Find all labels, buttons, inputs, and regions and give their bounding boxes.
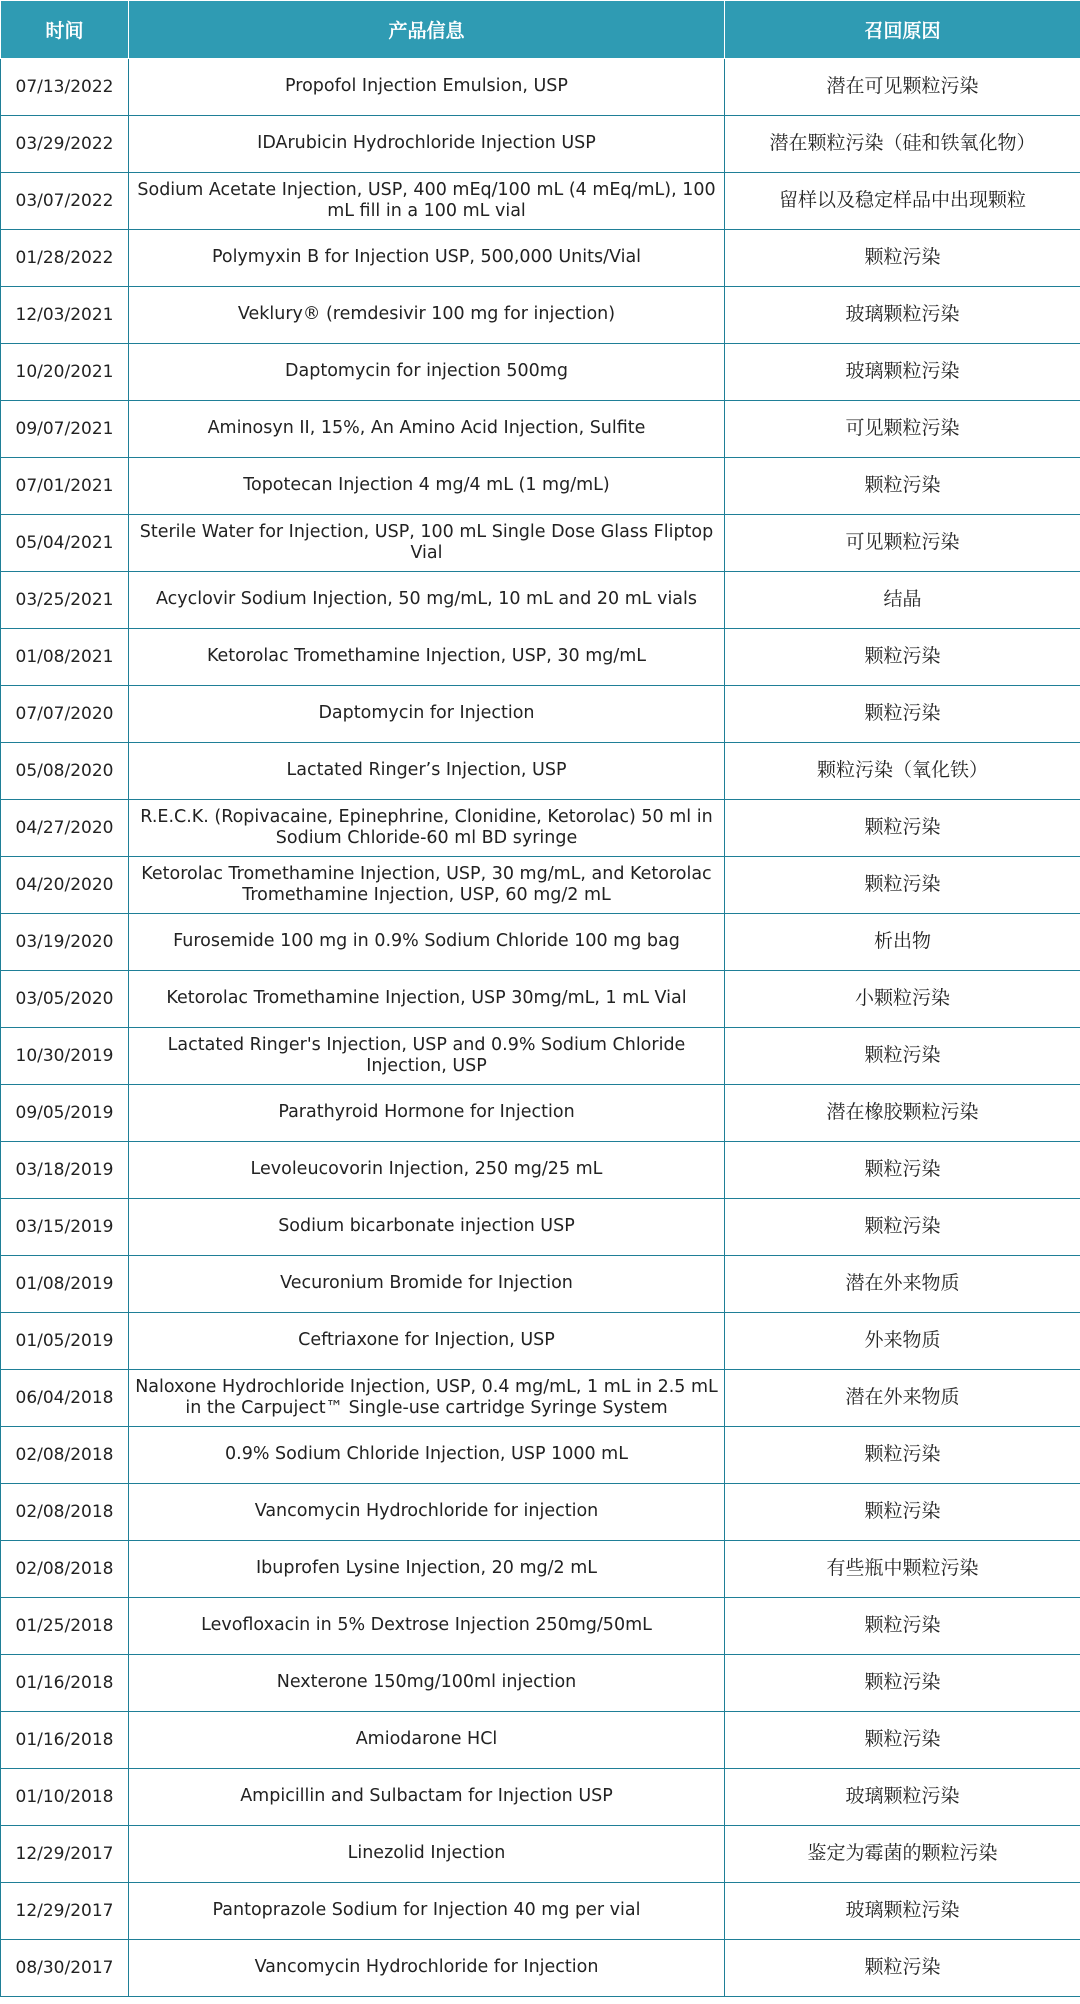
row-product: Levoleucovorin Injection, 250 mg/25 mL xyxy=(129,1142,725,1199)
table-row xyxy=(1,173,1080,230)
row-product: Linezolid Injection xyxy=(129,1826,725,1883)
row-reason: 外来物质 xyxy=(725,1313,1080,1370)
row-reason: 颗粒污染 xyxy=(725,686,1080,743)
row-date: 06/04/2018 xyxy=(1,1370,129,1427)
table-row xyxy=(1,572,1080,629)
table-row xyxy=(1,1256,1080,1313)
row-product: IDArubicin Hydrochloride Injection USP xyxy=(129,116,725,173)
row-date: 03/29/2022 xyxy=(1,116,129,173)
row-reason: 颗粒污染 xyxy=(725,1484,1080,1541)
row-date: 07/01/2021 xyxy=(1,458,129,515)
row-date: 09/07/2021 xyxy=(1,401,129,458)
table-row xyxy=(1,1313,1080,1370)
row-product: Propofol Injection Emulsion, USP xyxy=(129,59,725,116)
row-product: Parathyroid Hormone for Injection xyxy=(129,1085,725,1142)
row-product: Lactated Ringer’s Injection, USP xyxy=(129,743,725,800)
row-date: 03/25/2021 xyxy=(1,572,129,629)
table-row xyxy=(1,1826,1080,1883)
row-reason: 颗粒污染 xyxy=(725,230,1080,287)
row-reason: 析出物 xyxy=(725,914,1080,971)
table-row xyxy=(1,1598,1080,1655)
row-reason: 潜在外来物质 xyxy=(725,1370,1080,1427)
row-reason: 玻璃颗粒污染 xyxy=(725,1883,1080,1940)
header-product: 产品信息 xyxy=(129,1,725,59)
table-row xyxy=(1,971,1080,1028)
row-date: 08/30/2017 xyxy=(1,1940,129,1997)
row-product: Vecuronium Bromide for Injection xyxy=(129,1256,725,1313)
row-product: Naloxone Hydrochloride Injection, USP, 0.4 mg/mL, 1 mL in 2.5 mL in the Carpuject™ Single-use cartridge Syringe System xyxy=(129,1370,725,1427)
row-product: Pantoprazole Sodium for Injection 40 mg per vial xyxy=(129,1883,725,1940)
table-row xyxy=(1,1541,1080,1598)
table-row xyxy=(1,857,1080,914)
row-reason: 有些瓶中颗粒污染 xyxy=(725,1541,1080,1598)
table-row xyxy=(1,1883,1080,1940)
table-row xyxy=(1,1085,1080,1142)
row-product: Vancomycin Hydrochloride for injection xyxy=(129,1484,725,1541)
table-row xyxy=(1,1199,1080,1256)
row-reason: 潜在外来物质 xyxy=(725,1256,1080,1313)
table-row xyxy=(1,1370,1080,1427)
table-row xyxy=(1,1142,1080,1199)
row-date: 10/30/2019 xyxy=(1,1028,129,1085)
row-date: 03/19/2020 xyxy=(1,914,129,971)
row-reason: 结晶 xyxy=(725,572,1080,629)
row-product: Amiodarone HCl xyxy=(129,1712,725,1769)
table-row xyxy=(1,1769,1080,1826)
header-row xyxy=(1,1,1080,59)
row-product: Sodium bicarbonate injection USP xyxy=(129,1199,725,1256)
table-row xyxy=(1,515,1080,572)
row-product: Ketorolac Tromethamine Injection, USP, 30 mg/mL xyxy=(129,629,725,686)
row-product: Topotecan Injection 4 mg/4 mL (1 mg/mL) xyxy=(129,458,725,515)
row-product: R.E.C.K. (Ropivacaine, Epinephrine, Clonidine, Ketorolac) 50 ml in Sodium Chloride-60 ml BD syringe xyxy=(129,800,725,857)
row-date: 03/05/2020 xyxy=(1,971,129,1028)
row-reason: 潜在颗粒污染（硅和铁氧化物） xyxy=(725,116,1080,173)
row-reason: 颗粒污染 xyxy=(725,1142,1080,1199)
table-row xyxy=(1,1712,1080,1769)
row-product: Sodium Acetate Injection, USP, 400 mEq/100 mL (4 mEq/mL), 100 mL fill in a 100 mL vial xyxy=(129,173,725,230)
header-reason: 召回原因 xyxy=(725,1,1080,59)
row-date: 02/08/2018 xyxy=(1,1541,129,1598)
row-reason: 颗粒污染 xyxy=(725,458,1080,515)
row-reason: 颗粒污染 xyxy=(725,1940,1080,1997)
table-row xyxy=(1,230,1080,287)
row-product: Vancomycin Hydrochloride for Injection xyxy=(129,1940,725,1997)
row-date: 01/08/2019 xyxy=(1,1256,129,1313)
row-product: Ampicillin and Sulbactam for Injection USP xyxy=(129,1769,725,1826)
table-row xyxy=(1,287,1080,344)
row-date: 03/18/2019 xyxy=(1,1142,129,1199)
table-body xyxy=(1,59,1080,1997)
row-product: Levofloxacin in 5% Dextrose Injection 250mg/50mL xyxy=(129,1598,725,1655)
row-date: 09/05/2019 xyxy=(1,1085,129,1142)
row-reason: 颗粒污染 xyxy=(725,1199,1080,1256)
row-reason: 玻璃颗粒污染 xyxy=(725,344,1080,401)
table-row xyxy=(1,1484,1080,1541)
row-product: Ketorolac Tromethamine Injection, USP, 30 mg/mL, and Ketorolac Tromethamine Injection, USP, 60 mg/2 mL xyxy=(129,857,725,914)
row-product: Daptomycin for injection 500mg xyxy=(129,344,725,401)
table-row xyxy=(1,1028,1080,1085)
row-reason: 颗粒污染 xyxy=(725,629,1080,686)
row-product: Daptomycin for Injection xyxy=(129,686,725,743)
header-date: 时间 xyxy=(1,1,129,59)
row-product: Acyclovir Sodium Injection, 50 mg/mL, 10 mL and 20 mL vials xyxy=(129,572,725,629)
row-date: 01/28/2022 xyxy=(1,230,129,287)
row-reason: 潜在橡胶颗粒污染 xyxy=(725,1085,1080,1142)
row-date: 01/16/2018 xyxy=(1,1655,129,1712)
row-reason: 可见颗粒污染 xyxy=(725,515,1080,572)
row-reason: 颗粒污染 xyxy=(725,1712,1080,1769)
table-row xyxy=(1,1940,1080,1997)
row-reason: 颗粒污染 xyxy=(725,1655,1080,1712)
table-row xyxy=(1,116,1080,173)
table-row xyxy=(1,800,1080,857)
row-reason: 玻璃颗粒污染 xyxy=(725,1769,1080,1826)
row-product: Nexterone 150mg/100ml injection xyxy=(129,1655,725,1712)
row-date: 01/25/2018 xyxy=(1,1598,129,1655)
row-reason: 留样以及稳定样品中出现颗粒 xyxy=(725,173,1080,230)
row-date: 03/15/2019 xyxy=(1,1199,129,1256)
row-date: 05/08/2020 xyxy=(1,743,129,800)
row-product: Veklury® (remdesivir 100 mg for injection) xyxy=(129,287,725,344)
table-header xyxy=(1,1,1080,59)
table-row xyxy=(1,344,1080,401)
row-product: Ceftriaxone for Injection, USP xyxy=(129,1313,725,1370)
row-reason: 颗粒污染 xyxy=(725,800,1080,857)
row-date: 07/07/2020 xyxy=(1,686,129,743)
table-row xyxy=(1,458,1080,515)
table-row xyxy=(1,1427,1080,1484)
row-reason: 鉴定为霉菌的颗粒污染 xyxy=(725,1826,1080,1883)
row-reason: 颗粒污染 xyxy=(725,1427,1080,1484)
row-date: 10/20/2021 xyxy=(1,344,129,401)
row-date: 03/07/2022 xyxy=(1,173,129,230)
row-date: 12/03/2021 xyxy=(1,287,129,344)
table-row xyxy=(1,629,1080,686)
row-reason: 颗粒污染（氧化铁） xyxy=(725,743,1080,800)
row-reason: 颗粒污染 xyxy=(725,1028,1080,1085)
row-date: 07/13/2022 xyxy=(1,59,129,116)
row-product: Ketorolac Tromethamine Injection, USP 30mg/mL, 1 mL Vial xyxy=(129,971,725,1028)
row-product: Lactated Ringer's Injection, USP and 0.9% Sodium Chloride Injection, USP xyxy=(129,1028,725,1085)
table-row xyxy=(1,59,1080,116)
row-reason: 可见颗粒污染 xyxy=(725,401,1080,458)
row-reason: 潜在可见颗粒污染 xyxy=(725,59,1080,116)
table-row xyxy=(1,1655,1080,1712)
row-product: Furosemide 100 mg in 0.9% Sodium Chloride 100 mg bag xyxy=(129,914,725,971)
row-date: 04/20/2020 xyxy=(1,857,129,914)
row-date: 12/29/2017 xyxy=(1,1826,129,1883)
row-product: Sterile Water for Injection, USP, 100 mL Single Dose Glass Fliptop Vial xyxy=(129,515,725,572)
row-date: 02/08/2018 xyxy=(1,1484,129,1541)
row-reason: 颗粒污染 xyxy=(725,1598,1080,1655)
row-reason: 玻璃颗粒污染 xyxy=(725,287,1080,344)
row-date: 05/04/2021 xyxy=(1,515,129,572)
row-product: Polymyxin B for Injection USP, 500,000 Units/Vial xyxy=(129,230,725,287)
table-row xyxy=(1,686,1080,743)
row-date: 02/08/2018 xyxy=(1,1427,129,1484)
row-product: 0.9% Sodium Chloride Injection, USP 1000 mL xyxy=(129,1427,725,1484)
table-row xyxy=(1,914,1080,971)
row-product: Aminosyn II, 15%, An Amino Acid Injection, Sulfite xyxy=(129,401,725,458)
row-date: 01/08/2021 xyxy=(1,629,129,686)
row-date: 01/05/2019 xyxy=(1,1313,129,1370)
row-date: 01/16/2018 xyxy=(1,1712,129,1769)
row-date: 04/27/2020 xyxy=(1,800,129,857)
row-reason: 小颗粒污染 xyxy=(725,971,1080,1028)
row-date: 12/29/2017 xyxy=(1,1883,129,1940)
row-reason: 颗粒污染 xyxy=(725,857,1080,914)
table-row xyxy=(1,743,1080,800)
row-product: Ibuprofen Lysine Injection, 20 mg/2 mL xyxy=(129,1541,725,1598)
table-row xyxy=(1,401,1080,458)
row-date: 01/10/2018 xyxy=(1,1769,129,1826)
